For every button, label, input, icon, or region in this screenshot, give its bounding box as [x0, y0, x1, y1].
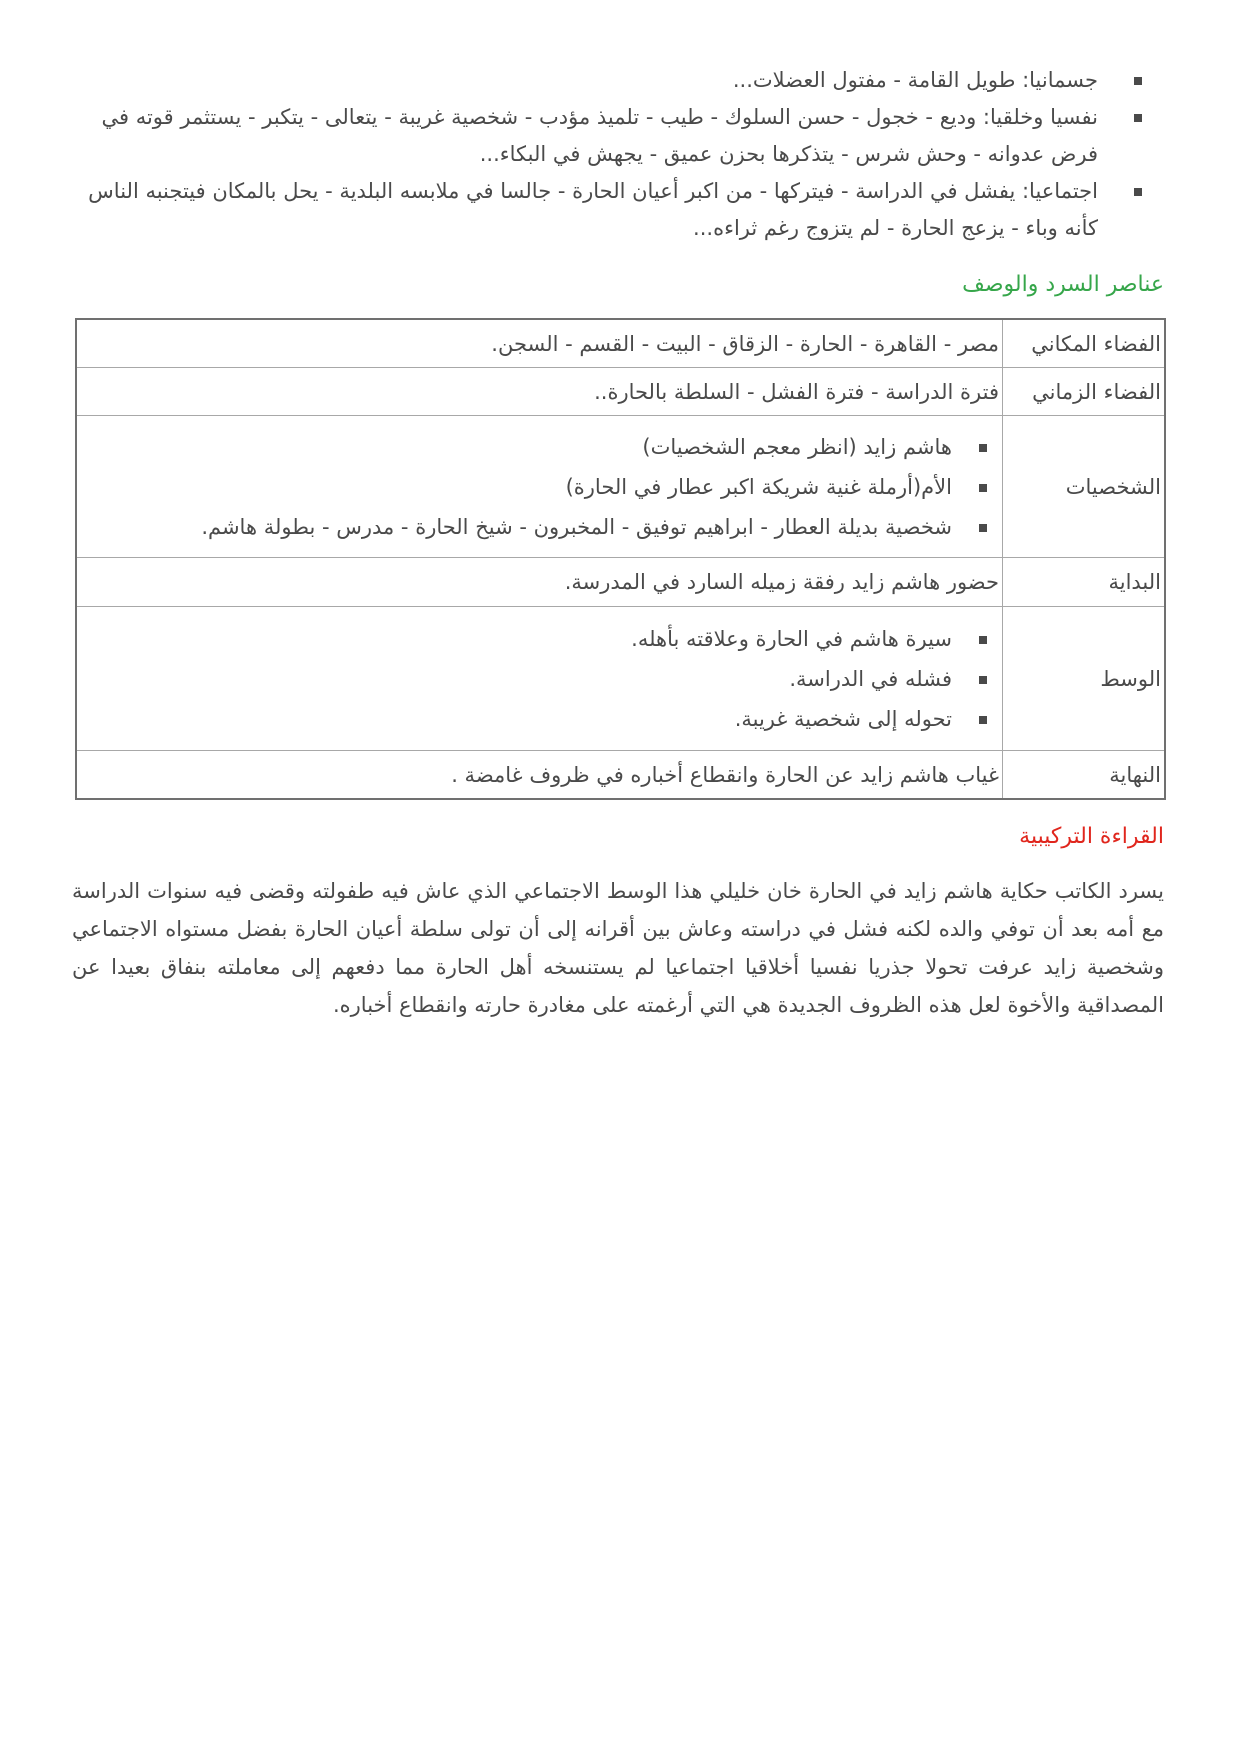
row-value-characters	[76, 416, 1003, 558]
event-text: سيرة هاشم في الحارة وعلاقته بأهله.	[631, 626, 952, 651]
row-value-ending: غياب هاشم زايد عن الحارة وانقطاع أخباره في ظروف غامضة .	[76, 751, 1003, 800]
character-traits-list	[52, 62, 1142, 247]
list-item	[83, 467, 999, 507]
middle-events-list	[83, 619, 999, 739]
list-item	[83, 619, 999, 659]
square-bullet-icon	[979, 716, 987, 724]
square-bullet-icon	[979, 636, 987, 644]
square-bullet-icon	[1134, 188, 1142, 196]
character-text: شخصية بديلة العطار - ابراهيم توفيق - المخبرون - شيخ الحارة - مدرس - بطولة هاشم.	[201, 514, 952, 539]
list-item	[83, 507, 999, 547]
row-label-characters: الشخصيات	[1003, 416, 1166, 558]
synthesis-paragraph: يسرد الكاتب حكاية هاشم زايد في الحارة خان خليلي هذا الوسط الاجتماعي الذي عاش فيه طفولته وقضى فيه سنوات الدراسة مع أمه بعد أن توفي والده لكنه فشل في دراسته وعاش بين أقرانه إلى أن تولى سلطة أعيان الحارة بفضل مستواه الاجتماعي وشخصية زايد عرفت تحولا جذريا نفسيا أخلاقيا اجتماعيا لم يستنسخه أهل الحارة مما دفعهم إلى معاملته بنفاق بعيدا عن المصداقية والأخوة لعل هذه الظروف الجديدة هي التي أرغمته على مغادرة حارته وانقطاع أخباره.	[72, 879, 1164, 1017]
narrative-elements-table	[75, 318, 1166, 800]
list-item	[83, 659, 999, 699]
trait-text: جسمانيا: طويل القامة - مفتول العضلات...	[732, 68, 1098, 92]
table-row	[76, 751, 1165, 800]
synthesis-section-title: القراءة التركيبية	[1019, 824, 1164, 849]
row-value-place: مصر - القاهرة - الحارة - الزقاق - البيت - القسم - السجن.	[76, 319, 1003, 368]
square-bullet-icon	[979, 484, 987, 492]
trait-physical	[52, 62, 1142, 99]
event-text: تحوله إلى شخصية غريبة.	[734, 706, 952, 731]
trait-text: نفسيا وخلقيا: وديع - خجول - حسن السلوك - طيب - تلميذ مؤدب - شخصية غريبة - يتعالى - يتكبر - يستثمر قوته في فرض عدوانه - وحش شرس - يتذكرها بحزن عميق - يجهش في البكاء...	[101, 105, 1098, 166]
table-row	[76, 319, 1165, 368]
row-value-beginning: حضور هاشم زايد رفقة زميله السارد في المدرسة.	[76, 558, 1003, 607]
table-row	[76, 368, 1165, 416]
table-row	[76, 607, 1165, 751]
list-item	[83, 699, 999, 739]
row-label-beginning: البداية	[1003, 558, 1166, 607]
narrative-section-title: عناصر السرد والوصف	[962, 272, 1164, 297]
square-bullet-icon	[1134, 114, 1142, 122]
square-bullet-icon	[979, 524, 987, 532]
trait-psychological	[52, 99, 1142, 173]
trait-social	[52, 173, 1142, 247]
trait-text: اجتماعيا: يفشل في الدراسة - فيتركها - من اكبر أعيان الحارة - جالسا في ملابسه البلدية - يحل بالمكان فيتجنبه الناس كأنه وباء - يزعج الحارة - لم يتزوج رغم ثراءه...	[88, 179, 1098, 240]
row-value-middle	[76, 607, 1003, 751]
event-text: فشله في الدراسة.	[789, 666, 952, 691]
row-value-time: فترة الدراسة - فترة الفشل - السلطة بالحارة..	[76, 368, 1003, 416]
square-bullet-icon	[979, 676, 987, 684]
row-label-middle: الوسط	[1003, 607, 1166, 751]
table-row	[76, 416, 1165, 558]
characters-list	[83, 427, 999, 547]
character-text: الأم(أرملة غنية شريكة اكبر عطار في الحارة)	[565, 474, 952, 499]
list-item	[83, 427, 999, 467]
row-label-place: الفضاء المكاني	[1003, 319, 1166, 368]
square-bullet-icon	[1134, 77, 1142, 85]
row-label-time: الفضاء الزماني	[1003, 368, 1166, 416]
row-label-ending: النهاية	[1003, 751, 1166, 800]
character-text: هاشم زايد (انظر معجم الشخصيات)	[642, 434, 952, 459]
table-row	[76, 558, 1165, 607]
square-bullet-icon	[979, 444, 987, 452]
